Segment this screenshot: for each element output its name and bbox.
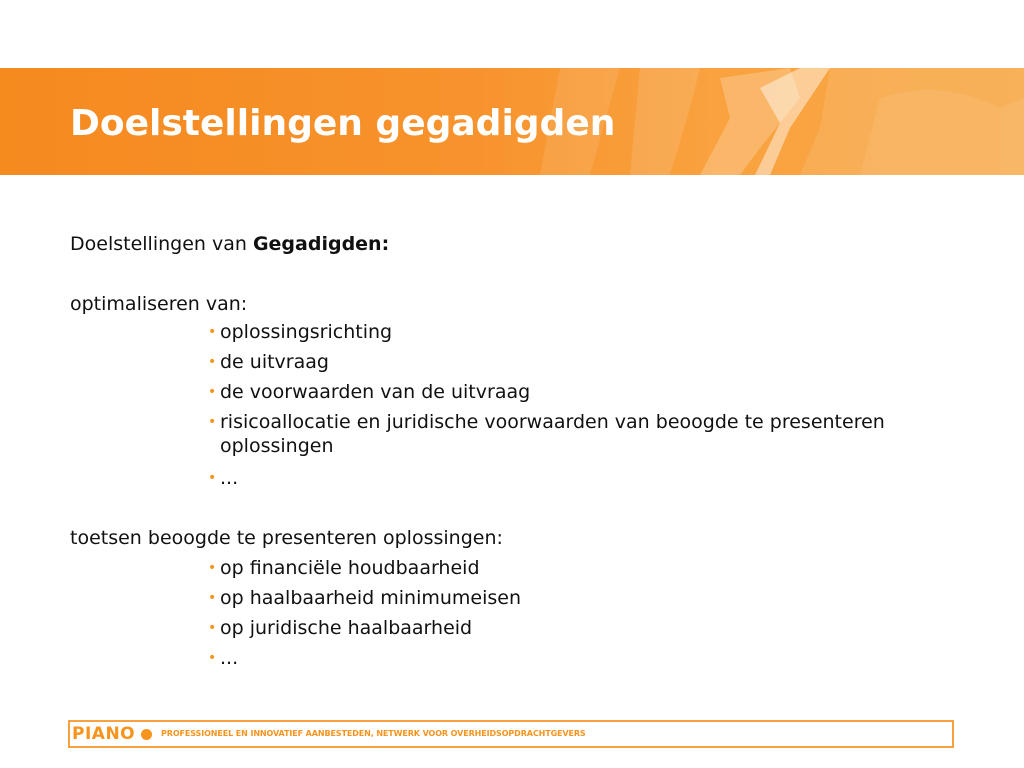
bullet-icon: • [208,620,217,636]
list-item [208,410,890,458]
list-item-text: risicoallocatie en juridische voorwaarden van beoogde te presenteren oplossingen [220,411,885,457]
bullet-icon: • [208,384,217,400]
intro-bold: Gegadigden: [252,233,390,255]
bullet-icon: • [208,470,217,486]
footer-tagline: PROFESSIONEEL EN INNOVATIEF AANBESTEDEN, NETWERK VOOR OVERHEIDSOPDRACHTGEVERS [161,729,586,738]
bullet-icon: • [208,324,217,340]
bullet-icon: • [208,414,217,430]
list-item-text: op haalbaarheid minimumeisen [220,587,522,609]
intro-line [70,232,389,256]
list-item [208,380,890,404]
list-item-text: ... [220,647,239,669]
logo-dot-icon [141,729,152,740]
list-item-text: ... [220,467,239,489]
list-item-text: oplossingsrichting [220,321,393,343]
list-item [208,556,890,580]
list-item-text: de uitvraag [220,351,329,373]
list-item-text: de voorwaarden van de uitvraag [220,381,531,403]
list-item [208,586,890,610]
section2-heading: toetsen beoogde te presenteren oplossingen: [70,527,503,549]
piano-logo: PIANO [72,724,136,744]
list-item-text: op financiële houdbaarheid [220,557,480,579]
bullet-icon: • [208,560,217,576]
footer-bar [68,720,954,748]
list-item [208,350,890,374]
bullet-icon: • [208,650,217,666]
section1-heading: optimaliseren van: [70,293,248,315]
intro-prefix: Doelstellingen van [70,233,253,255]
list-item [208,646,890,670]
list-item-text: op juridische haalbaarheid [220,617,473,639]
bullet-icon: • [208,354,217,370]
list-item [208,616,890,640]
bullet-icon: • [208,590,217,606]
list-item [208,466,890,490]
list-item [208,320,890,344]
slide-title: Doelstellingen gegadigden [70,103,616,144]
